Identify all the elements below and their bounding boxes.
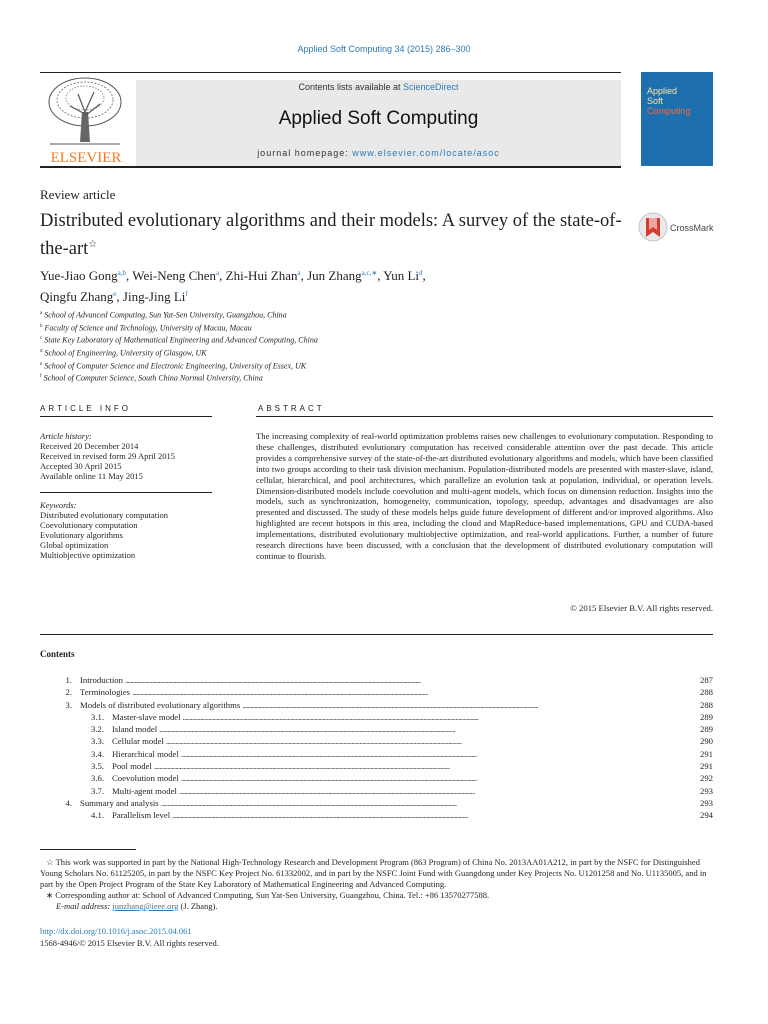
crossmark-badge[interactable] xyxy=(638,210,718,246)
abstract-heading: ABSTRACT xyxy=(258,404,325,413)
toc-entry[interactable] xyxy=(40,809,713,821)
cover-line-1: Applied xyxy=(647,86,678,96)
toc-leader-dots xyxy=(240,699,693,711)
author-name: Jun Zhang xyxy=(307,268,362,283)
toc-entry-page[interactable]: 294 xyxy=(699,810,713,821)
toc-entry-number: 4. xyxy=(65,797,72,808)
toc-entry-page[interactable]: 291 xyxy=(699,748,713,759)
journal-cover-image[interactable] xyxy=(641,72,713,166)
toc-leader-dots xyxy=(181,711,693,723)
history-entry: Available online 11 May 2015 xyxy=(40,471,143,481)
toc-leader-dots xyxy=(130,686,693,698)
header-top-rule xyxy=(40,72,621,73)
keyword: Coevolutionary computation xyxy=(40,520,138,530)
toc-entry-label[interactable]: Island model xyxy=(112,724,158,735)
toc-entry-number: 3. xyxy=(65,699,72,710)
author-affiliation-mark[interactable]: d xyxy=(419,269,423,277)
toc-entry[interactable] xyxy=(40,797,713,809)
author-affiliation-mark[interactable]: a xyxy=(216,269,220,277)
affiliation-text: School of Engineering, University of Glasgow, UK xyxy=(44,348,207,358)
crossmark-icon xyxy=(638,210,668,244)
toc-leader-dots xyxy=(164,735,693,747)
keyword: Global optimization xyxy=(40,540,109,550)
author-affiliation-mark[interactable]: f xyxy=(185,290,188,298)
keyword: Evolutionary algorithms xyxy=(40,530,123,540)
toc-entry-page[interactable]: 293 xyxy=(699,797,713,808)
author-affiliation-mark[interactable]: a,c,∗ xyxy=(361,269,378,277)
toc-entry-page[interactable]: 289 xyxy=(699,711,713,722)
affiliation xyxy=(40,359,720,372)
journal-homepage xyxy=(136,148,621,158)
cover-line-2: Soft xyxy=(647,96,664,106)
toc-entry-label[interactable]: Cellular model xyxy=(112,736,164,747)
author-list: Yue-Jiao Gong$^{a,b}$, Wei-Neng Chen$^a$, Zhi-Hui Zhan$^a$, Jun Zhang$^{a,c,∗}$, Yun Li$^d$, Qingfu Zhang$^e$, Jing-Jing Li$^f$ xyxy=(40,268,426,304)
author-affiliation-mark[interactable]: e xyxy=(113,290,117,298)
affiliation-key: e xyxy=(40,361,43,367)
history-rule xyxy=(40,492,212,493)
toc-entry-page[interactable]: 292 xyxy=(699,773,713,784)
toc-entry-number: 3.7. xyxy=(90,785,104,796)
email-label: E-mail address: xyxy=(56,901,113,911)
article-type: Review article xyxy=(40,187,116,202)
keywords-label: Keywords: xyxy=(40,500,77,510)
abstract-copyright: © 2015 Elsevier B.V. All rights reserved. xyxy=(570,603,713,613)
toc-entry-label[interactable]: Terminologies xyxy=(80,687,131,698)
affiliation xyxy=(40,371,720,384)
homepage-link[interactable]: www.elsevier.com/locate/asoc xyxy=(352,148,500,158)
contents-availability xyxy=(136,82,621,92)
article-title xyxy=(40,209,630,261)
affiliation-text: School of Computer Science, South China Normal University, China xyxy=(43,373,263,383)
footnote-rule xyxy=(40,849,136,850)
author-name: Yue-Jiao Gong xyxy=(40,268,118,283)
article-title-text: Distributed evolutionary algorithms and their models: A survey of the state-of-the-art xyxy=(40,211,622,260)
toc-entry-page[interactable]: 291 xyxy=(699,761,713,772)
toc-entry-number: 4.1. xyxy=(90,810,104,821)
email-footnote xyxy=(40,901,713,912)
email-link[interactable]: junzhang@ieee.org xyxy=(112,901,179,911)
publisher-wordmark: ELSEVIER xyxy=(50,150,122,166)
toc-entry-label[interactable]: Summary and analysis xyxy=(80,797,159,808)
affiliation-text: State Key Laboratory of Mathematical Engineering and Advanced Computing, China xyxy=(44,335,318,345)
author-name: Yun Li xyxy=(383,268,420,283)
contents-prefix: Contents lists available at xyxy=(298,82,404,92)
article-info-heading: ARTICLE INFO xyxy=(40,404,131,413)
cover-title xyxy=(647,86,691,116)
toc-leader-dots xyxy=(152,760,693,772)
toc-leader-dots xyxy=(123,674,693,686)
affiliation-key: d xyxy=(40,348,43,354)
crossmark-label: CrossMark xyxy=(670,223,714,233)
journal-title: Applied Soft Computing xyxy=(278,108,479,129)
elsevier-tree-icon xyxy=(40,72,132,166)
affiliation-key: f xyxy=(40,374,42,380)
toc-entry[interactable] xyxy=(40,785,713,797)
toc-entry-label[interactable]: Models of distributed evolutionary algorithms xyxy=(80,699,241,710)
history-entry: Accepted 30 April 2015 xyxy=(40,461,122,471)
toc-entry[interactable] xyxy=(40,711,713,723)
toc-leader-dots xyxy=(170,809,693,821)
header-bottom-rule xyxy=(40,166,621,168)
toc-entry-number: 3.2. xyxy=(90,724,104,735)
contents-heading: Contents xyxy=(40,649,75,659)
cover-line-3: Computing xyxy=(647,106,691,116)
footnotes xyxy=(40,857,713,912)
toc-entry[interactable] xyxy=(40,723,713,735)
abstract-bottom-rule xyxy=(40,634,713,635)
author-name: Jing-Jing Li xyxy=(122,289,186,304)
toc-entry-label[interactable]: Multi-agent model xyxy=(112,785,177,796)
title-footnote-mark[interactable]: ☆ xyxy=(88,239,98,250)
journal-banner xyxy=(136,80,621,166)
affiliation-text: School of Computer Science and Electronic Engineering, University of Essex, UK xyxy=(44,361,307,371)
affiliation xyxy=(40,321,720,334)
issn-line: 1568-4946/© 2015 Elsevier B.V. All rights reserved. xyxy=(40,938,219,948)
toc-entry-page[interactable]: 287 xyxy=(699,675,713,685)
toc-entry-number: 3.5. xyxy=(90,761,104,772)
toc-entry-label[interactable]: Parallelism level xyxy=(112,810,171,821)
toc-entry-label[interactable]: Introduction xyxy=(80,675,123,685)
email-suffix: (J. Zhang). xyxy=(178,901,218,911)
affiliation xyxy=(40,333,720,346)
elsevier-logo xyxy=(40,72,132,166)
toc-entry[interactable] xyxy=(40,748,713,760)
toc-entry-page[interactable]: 293 xyxy=(699,785,713,796)
doi-link[interactable]: http://dx.doi.org/10.1016/j.asoc.2015.04.061 xyxy=(40,926,192,936)
toc-entry-page[interactable]: 288 xyxy=(699,687,713,698)
toc-entry[interactable] xyxy=(40,772,713,784)
article-history xyxy=(40,431,212,481)
keywords xyxy=(40,500,212,560)
toc-entry[interactable] xyxy=(40,674,713,686)
author-affiliation-mark[interactable]: a,b xyxy=(117,269,126,277)
sciencedirect-link[interactable]: ScienceDirect xyxy=(403,82,459,92)
author-name: Zhi-Hui Zhan xyxy=(225,268,298,283)
affiliation-key: a xyxy=(40,311,43,316)
toc-entry-number: 1. xyxy=(65,675,72,685)
toc-entry[interactable] xyxy=(40,760,713,772)
history-entry: Received in revised form 29 April 2015 xyxy=(40,451,176,461)
toc-entry-label[interactable]: Coevolution model xyxy=(112,773,179,784)
toc-entry-label[interactable]: Pool model xyxy=(112,761,152,772)
history-label: Article history: xyxy=(40,431,92,441)
author-affiliation-mark[interactable]: a xyxy=(297,269,301,277)
toc-entry-number: 3.3. xyxy=(90,736,104,747)
toc-entry-label[interactable]: Hierarchical model xyxy=(112,748,179,759)
toc-entry-number: 3.6. xyxy=(90,773,104,784)
affiliation-text: School of Advanced Computing, Sun Yat-Sen University, Guangzhou, China xyxy=(44,310,287,320)
affiliation-list xyxy=(40,308,720,384)
abstract-text: The increasing complexity of real-world optimization problems raises new challenges to evolutionary computation. Responding to these challenges, distributed evolutionary computation has received considerable attention over the past decade. This article provides a comprehensive survey of the state-of-the-art distributed evolutionary algorithms and models, which have been classified into two groups according to their task division mechanism. Population-distributed models are presented with master-slave, island, cellular, hierarchical, and pool architectures, which parallelize an evolution task at population, individual, or operation levels. Dimension-distributed models include coevolution and multi-agent models, which focus on dimension reduction. Insights into the models, such as synchronization, homogeneity, communication, topology, speedup, advantages and disadvantages are also presented and discussed. The study of these models helps guide future development of different and/or improved algorithms. Also highlighted are recent hotspots in this area, including the cloud and MapReduce-based implementations, GPU and CUDA-based implementations, distributed evolutionary multiobjective optimization, and real-world applications. Further, a number of future research directions have been discussed, with a conclusion that the development of distributed evolutionary computation will continue to flourish. xyxy=(256,431,713,561)
abstract-rule xyxy=(256,416,713,417)
keyword: Distributed evolutionary computation xyxy=(40,510,168,520)
toc-leader-dots xyxy=(157,723,693,735)
toc-entry-number: 2. xyxy=(65,687,72,698)
toc-entry-number: 3.1. xyxy=(90,711,104,722)
affiliation-text: Faculty of Science and Technology, University of Macau, Macau xyxy=(44,323,252,333)
article-info-rule xyxy=(40,416,212,417)
author-name: Wei-Neng Chen xyxy=(132,268,217,283)
toc-leader-dots xyxy=(179,748,693,760)
toc-entry-number: 3.4. xyxy=(90,748,104,759)
toc-entry[interactable] xyxy=(40,735,713,747)
toc-leader-dots xyxy=(159,797,693,809)
affiliation-key: c xyxy=(40,336,43,342)
toc-entry[interactable] xyxy=(40,686,713,698)
toc-entry-page[interactable]: 289 xyxy=(699,724,713,735)
keyword: Multiobjective optimization xyxy=(40,550,136,560)
corresponding-author-footnote: ∗ Corresponding author at: School of Advanced Computing, Sun Yat-Sen University, Guangzhou, China. Tel.: +86 13570277588. xyxy=(46,890,490,900)
affiliation xyxy=(40,308,720,321)
history-entry: Received 20 December 2014 xyxy=(40,441,139,451)
toc-entry-label[interactable]: Master-slave model xyxy=(112,711,181,722)
homepage-prefix: journal homepage: xyxy=(257,148,353,158)
toc-entry-page[interactable]: 288 xyxy=(699,699,713,710)
journal-reference[interactable]: Applied Soft Computing 34 (2015) 286–300 xyxy=(297,44,471,54)
affiliation-key: b xyxy=(40,323,43,329)
toc-leader-dots xyxy=(179,772,693,784)
toc-entry-page[interactable]: 290 xyxy=(699,736,713,747)
journal-header xyxy=(40,72,621,166)
toc-entry[interactable] xyxy=(40,699,713,711)
funding-footnote: ☆ This work was supported in part by the National High-Technology Research and Development Program (863 Program) of China No. 2013AA01A212, in part by the NSFC for Distinguished Young Scholars No. 61125205, in part by the NSFC Key Project No. 61332002, and in part by the NSFC Joint Fund with Guangdong under Key Projects No. U1201258 and No. U1135005, and in part by the Open Project Program of the State Key Laboratory of Mathematical Engineering and Advanced Computing. xyxy=(40,857,707,889)
author-name: Qingfu Zhang xyxy=(40,289,114,304)
toc-leader-dots xyxy=(177,785,693,797)
table-of-contents xyxy=(40,674,713,822)
affiliation xyxy=(40,346,720,359)
